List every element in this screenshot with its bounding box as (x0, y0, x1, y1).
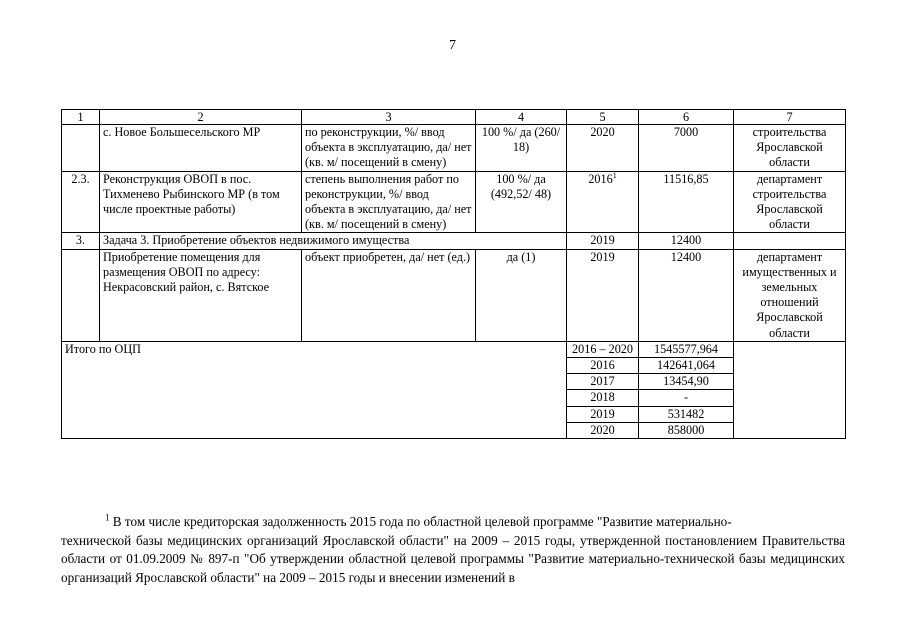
column-header: 7 (734, 110, 846, 125)
executor-cell (734, 233, 846, 249)
year-value: 2016 (588, 171, 613, 186)
total-label: Итого по ОЦП (62, 341, 567, 438)
table-row (62, 249, 846, 341)
total-executor-empty (734, 341, 846, 438)
footnote-first-text: В том числе кредиторская задолженность 2015 года по областной целевой программе "Развитие материально- (109, 514, 732, 529)
row-number (62, 125, 100, 172)
table-header-row (62, 110, 846, 125)
footnote-first-line (61, 513, 845, 532)
year-cell: 2019 (567, 233, 639, 249)
total-amount: 1545577,964 (639, 341, 734, 357)
measure-name: Реконструкция ОВОП в пос. Тихменево Рыбинского МР (в том числе проектные работы) (100, 171, 302, 233)
column-header: 1 (62, 110, 100, 125)
executor-cell: департамент имущественных и земельных отношений Ярославской области (734, 249, 846, 341)
program-table (61, 109, 846, 439)
page-number: 7 (449, 38, 456, 53)
task-title: Задача 3. Приобретение объектов недвижимого имущества (100, 233, 567, 249)
total-year: 2016 – 2020 (567, 341, 639, 357)
amount-cell: 11516,85 (639, 171, 734, 233)
amount-cell: 12400 (639, 233, 734, 249)
row-number: 2.3. (62, 171, 100, 233)
table-row (62, 125, 846, 172)
total-year: 2018 (567, 390, 639, 406)
column-header: 6 (639, 110, 734, 125)
footnote-body: технической базы медицинских организаций Ярославской области" на 2009 – 2015 годы, утвержденной постановлением Правительства области от 01.09.2009 № 897-п "Об утверждении областной целевой программы "Развитие материально-технической базы медицинских организаций Ярославской области" на 2009 – 2015 годы и внесении изменений в (61, 532, 845, 585)
amount-cell: 12400 (639, 249, 734, 341)
measure-name: Приобретение помещения для размещения ОВОП по адресу: Некрасовский район, с. Вятское (100, 249, 302, 341)
indicator-text: степень выполнения работ по реконструкции, %/ ввод объекта в эксплуатацию, да/ нет (кв. м/ посещений в смену) (302, 171, 476, 233)
indicator-value: 100 %/ да (260/ 18) (476, 125, 567, 172)
total-year: 2019 (567, 406, 639, 422)
footnote-ref: 1 (612, 171, 617, 180)
measure-name: с. Новое Большесельского МР (100, 125, 302, 172)
total-amount: 531482 (639, 406, 734, 422)
table-row (62, 233, 846, 249)
footnote-marker: 1 (105, 512, 110, 523)
amount-cell: 7000 (639, 125, 734, 172)
indicator-text: объект приобретен, да/ нет (ед.) (302, 249, 476, 341)
executor-cell: строительства Ярославской области (734, 125, 846, 172)
column-header: 3 (302, 110, 476, 125)
total-row (62, 341, 846, 357)
total-amount: 13454,90 (639, 374, 734, 390)
year-cell (567, 171, 639, 233)
executor-cell: департамент строительства Ярославской области (734, 171, 846, 233)
total-year: 2020 (567, 422, 639, 438)
total-amount: - (639, 390, 734, 406)
total-amount: 858000 (639, 422, 734, 438)
indicator-value: да (1) (476, 249, 567, 341)
total-amount: 142641,064 (639, 358, 734, 374)
column-header: 5 (567, 110, 639, 125)
total-year: 2017 (567, 374, 639, 390)
column-header: 4 (476, 110, 567, 125)
row-number (62, 249, 100, 341)
year-cell: 2020 (567, 125, 639, 172)
year-cell: 2019 (567, 249, 639, 341)
total-year: 2016 (567, 358, 639, 374)
row-number: 3. (62, 233, 100, 249)
table-row (62, 171, 846, 233)
indicator-text: по реконструкции, %/ ввод объекта в эксплуатацию, да/ нет (кв. м/ посещений в смену) (302, 125, 476, 172)
footnote (61, 513, 845, 587)
indicator-value: 100 %/ да (492,52/ 48) (476, 171, 567, 233)
column-header: 2 (100, 110, 302, 125)
